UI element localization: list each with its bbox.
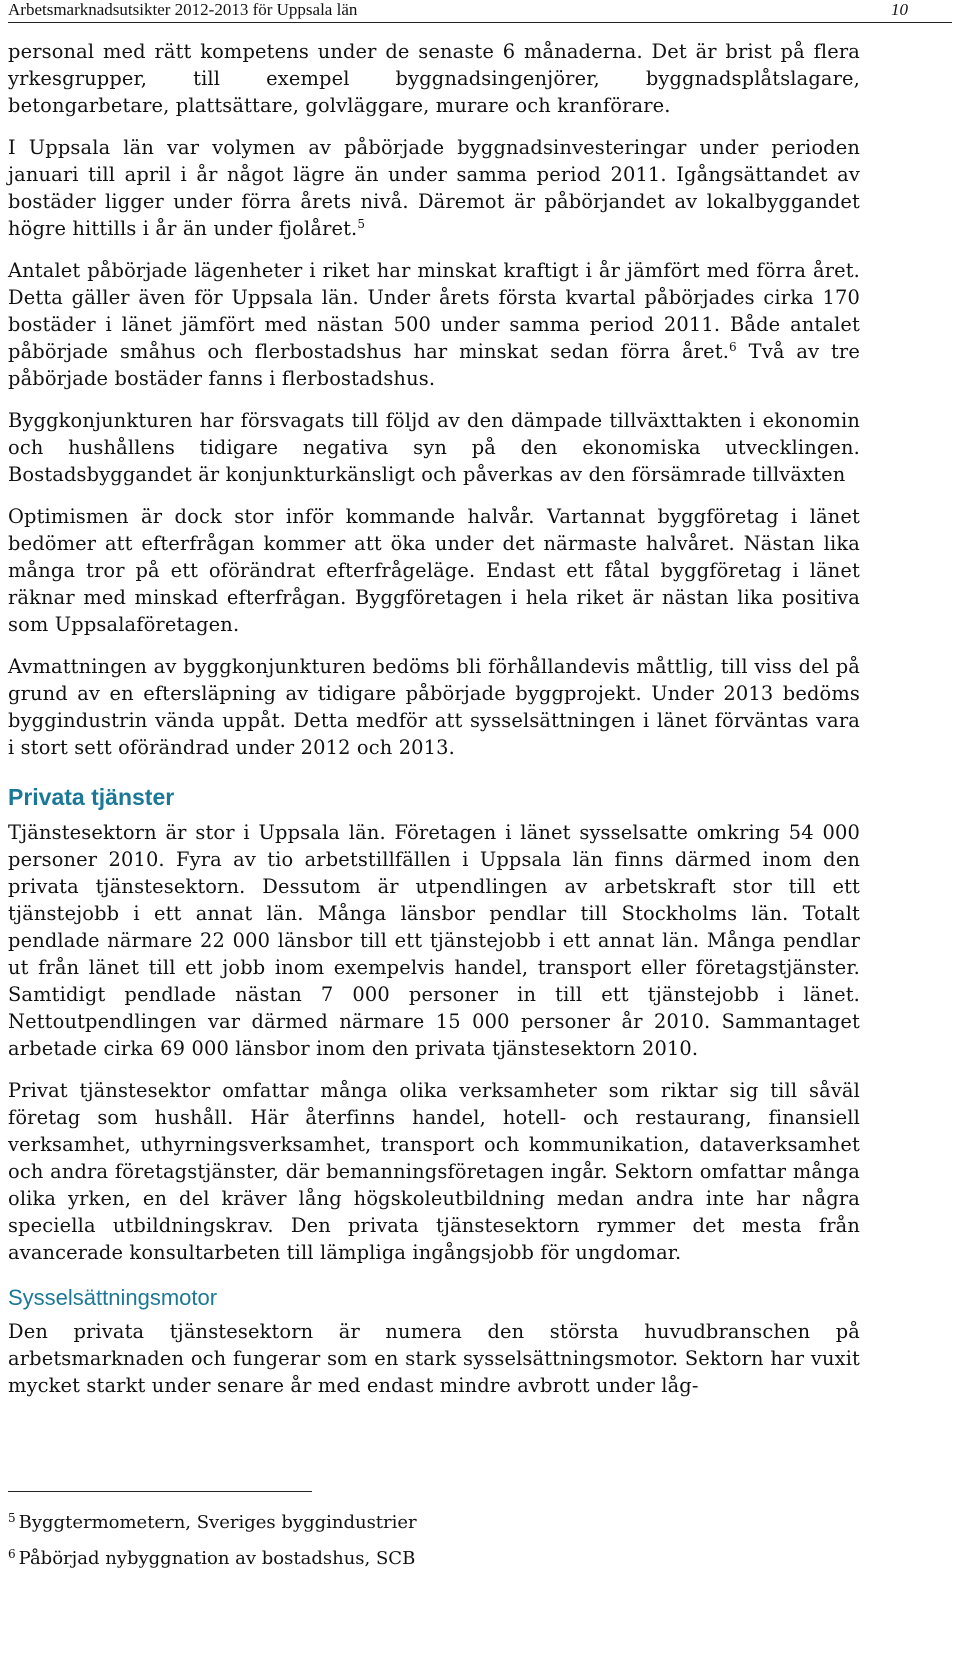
footnotes bbox=[8, 1511, 860, 1583]
paragraph-text: Avmattningen av byggkonjunkturen bedöms bli förhållandevis måttlig, till viss del på grund av en eftersläpning av tidigare påbörjade byggprojekt. Under 2013 bedöms byggindustrin vända uppåt. Detta medför att sysselsättningen i länet förväntas vara i stort sett oförändrad under 2012 och 2013. bbox=[8, 655, 860, 759]
paragraph-text: Byggkonjunkturen har försvagats till följd av den dämpade tillväxttakten i ekonomin och hushållens tidigare negativa syn på den ekonomiska utvecklingen. Bostadsbyggandet är konjunkturkänsligt och påverkas av den försämrade tillväxten bbox=[8, 409, 860, 486]
paragraph-text: I Uppsala län var volymen av påbörjade byggnadsinvesteringar under perioden januari till april i år något lägre än under samma period 2011. Igångsättandet av bostäder ligger under förra årets nivå. Däremot är påbörjandet av lokalbyggandet högre hittills i år än under fjolåret. bbox=[8, 136, 860, 240]
subheading-employment-engine: Sysselsättningsmotor bbox=[8, 1285, 218, 1310]
paragraph-text: Privat tjänstesektor omfattar många olika verksamheter som riktar sig till såväl företag som hushåll. Här återfinns handel, hotell- och restaurang, finansiell verksamhet, uthyrningsverksamhet, transport och kommunikation, dataverksamhet och andra företagstjänster, där bemanningsföretagen ingår. Sektorn omfattar många olika yrken, en del kräver lång högskoleutbildning medan andra inte har några speciella utbildningskrav. Den privata tjänstesektorn rymmer det mesta från avancerade konsultarbeten till lämpliga ingångsjobb för ungdomar. bbox=[8, 1079, 860, 1264]
report-title: Arbetsmarknadsutsikter 2012-2013 för Uppsala län bbox=[8, 0, 358, 19]
footnote-number: 6 bbox=[8, 1547, 16, 1561]
footnote-text: Påbörjad nybyggnation av bostadshus, SCB bbox=[18, 1548, 416, 1569]
main-content bbox=[8, 38, 860, 1414]
paragraph-slowdown bbox=[8, 653, 860, 761]
paragraph-optimism bbox=[8, 503, 860, 638]
paragraph-text: Optimismen är dock stor inför kommande halvår. Vartannat byggföretag i länet bedömer att efterfrågan kommer att öka under det närmaste halvåret. Nästan lika många tror på ett oförändrat efterfrågeläge. Endast ett fåtal byggföretag i länet räknar med minskad efterfrågan. Byggföretagen i hela riket är nästan lika positiva som Uppsalaföretagen. bbox=[8, 505, 860, 636]
paragraph-service-sector-size bbox=[8, 819, 860, 1062]
footnote-number: 5 bbox=[8, 1511, 16, 1525]
paragraph-construction-investment bbox=[8, 134, 860, 242]
footnote-ref-6: 6 bbox=[729, 340, 737, 354]
paragraph-text-continued: Två av tre påbörjade bostäder fanns i flerbostadshus. bbox=[8, 340, 860, 390]
footnote-separator bbox=[8, 1491, 312, 1492]
running-header bbox=[8, 0, 952, 23]
footnote-6 bbox=[8, 1547, 860, 1571]
paragraph-construction-cycle bbox=[8, 407, 860, 488]
paragraph-text: personal med rätt kompetens under de senaste 6 månaderna. Det är brist på flera yrkesgrupper, till exempel byggnadsingenjörer, byggnadsplåtslagare, betongarbetare, plattsättare, golvläggare, murare och kranförare. bbox=[8, 40, 860, 117]
footnote-text: Byggtermometern, Sveriges byggindustrier bbox=[18, 1512, 417, 1533]
paragraph-construction-shortage bbox=[8, 38, 860, 119]
paragraph-service-sector-scope bbox=[8, 1077, 860, 1266]
paragraph-text: Tjänstesektorn är stor i Uppsala län. Företagen i länet sysselsatte omkring 54 000 personer 2010. Fyra av tio arbetstillfällen i Uppsala län finns därmed inom den privata tjänstesektorn. Dessutom är utpendlingen av arbetskraft stor till ett tjänstejobb i ett annat län. Många länsbor pendlar till Stockholms län. Totalt pendlade närmare 22 000 länsbor till ett tjänstejobb i ett annat län. Många pendlar ut från länet till ett jobb inom exempelvis handel, transport eller företagstjänster. Samtidigt pendlade nästan 7 000 personer in till ett tjänstejobb i länet. Nettoutpendlingen var därmed närmare 15 000 personer år 2010. Sammantaget arbetade cirka 69 000 länsbor inom den privata tjänstesektorn 2010. bbox=[8, 821, 860, 1060]
paragraph-apartments-started bbox=[8, 257, 860, 392]
paragraph-text: Den privata tjänstesektorn är numera den största huvudbranschen på arbetsmarknaden och fungerar som en stark sysselsättningsmotor. Sektorn har vuxit mycket starkt under senare år med endast mindre avbrott under låg- bbox=[8, 1320, 860, 1397]
footnote-ref-5: 5 bbox=[357, 217, 366, 231]
footnote-5 bbox=[8, 1511, 860, 1535]
section-heading-private-services: Privata tjänster bbox=[8, 784, 175, 810]
page-number: 10 bbox=[891, 0, 908, 19]
paragraph-employment-engine bbox=[8, 1318, 860, 1399]
paragraph-text: Antalet påbörjade lägenheter i riket har minskat kraftigt i år jämfört med förra året. Detta gäller även för Uppsala län. Under årets första kvartal påbörjades cirka 170 bostäder i länet jämfört med nästan 500 under samma period 2011. Både antalet påbörjade småhus och flerbostadshus har minskat sedan förra året. bbox=[8, 259, 860, 363]
